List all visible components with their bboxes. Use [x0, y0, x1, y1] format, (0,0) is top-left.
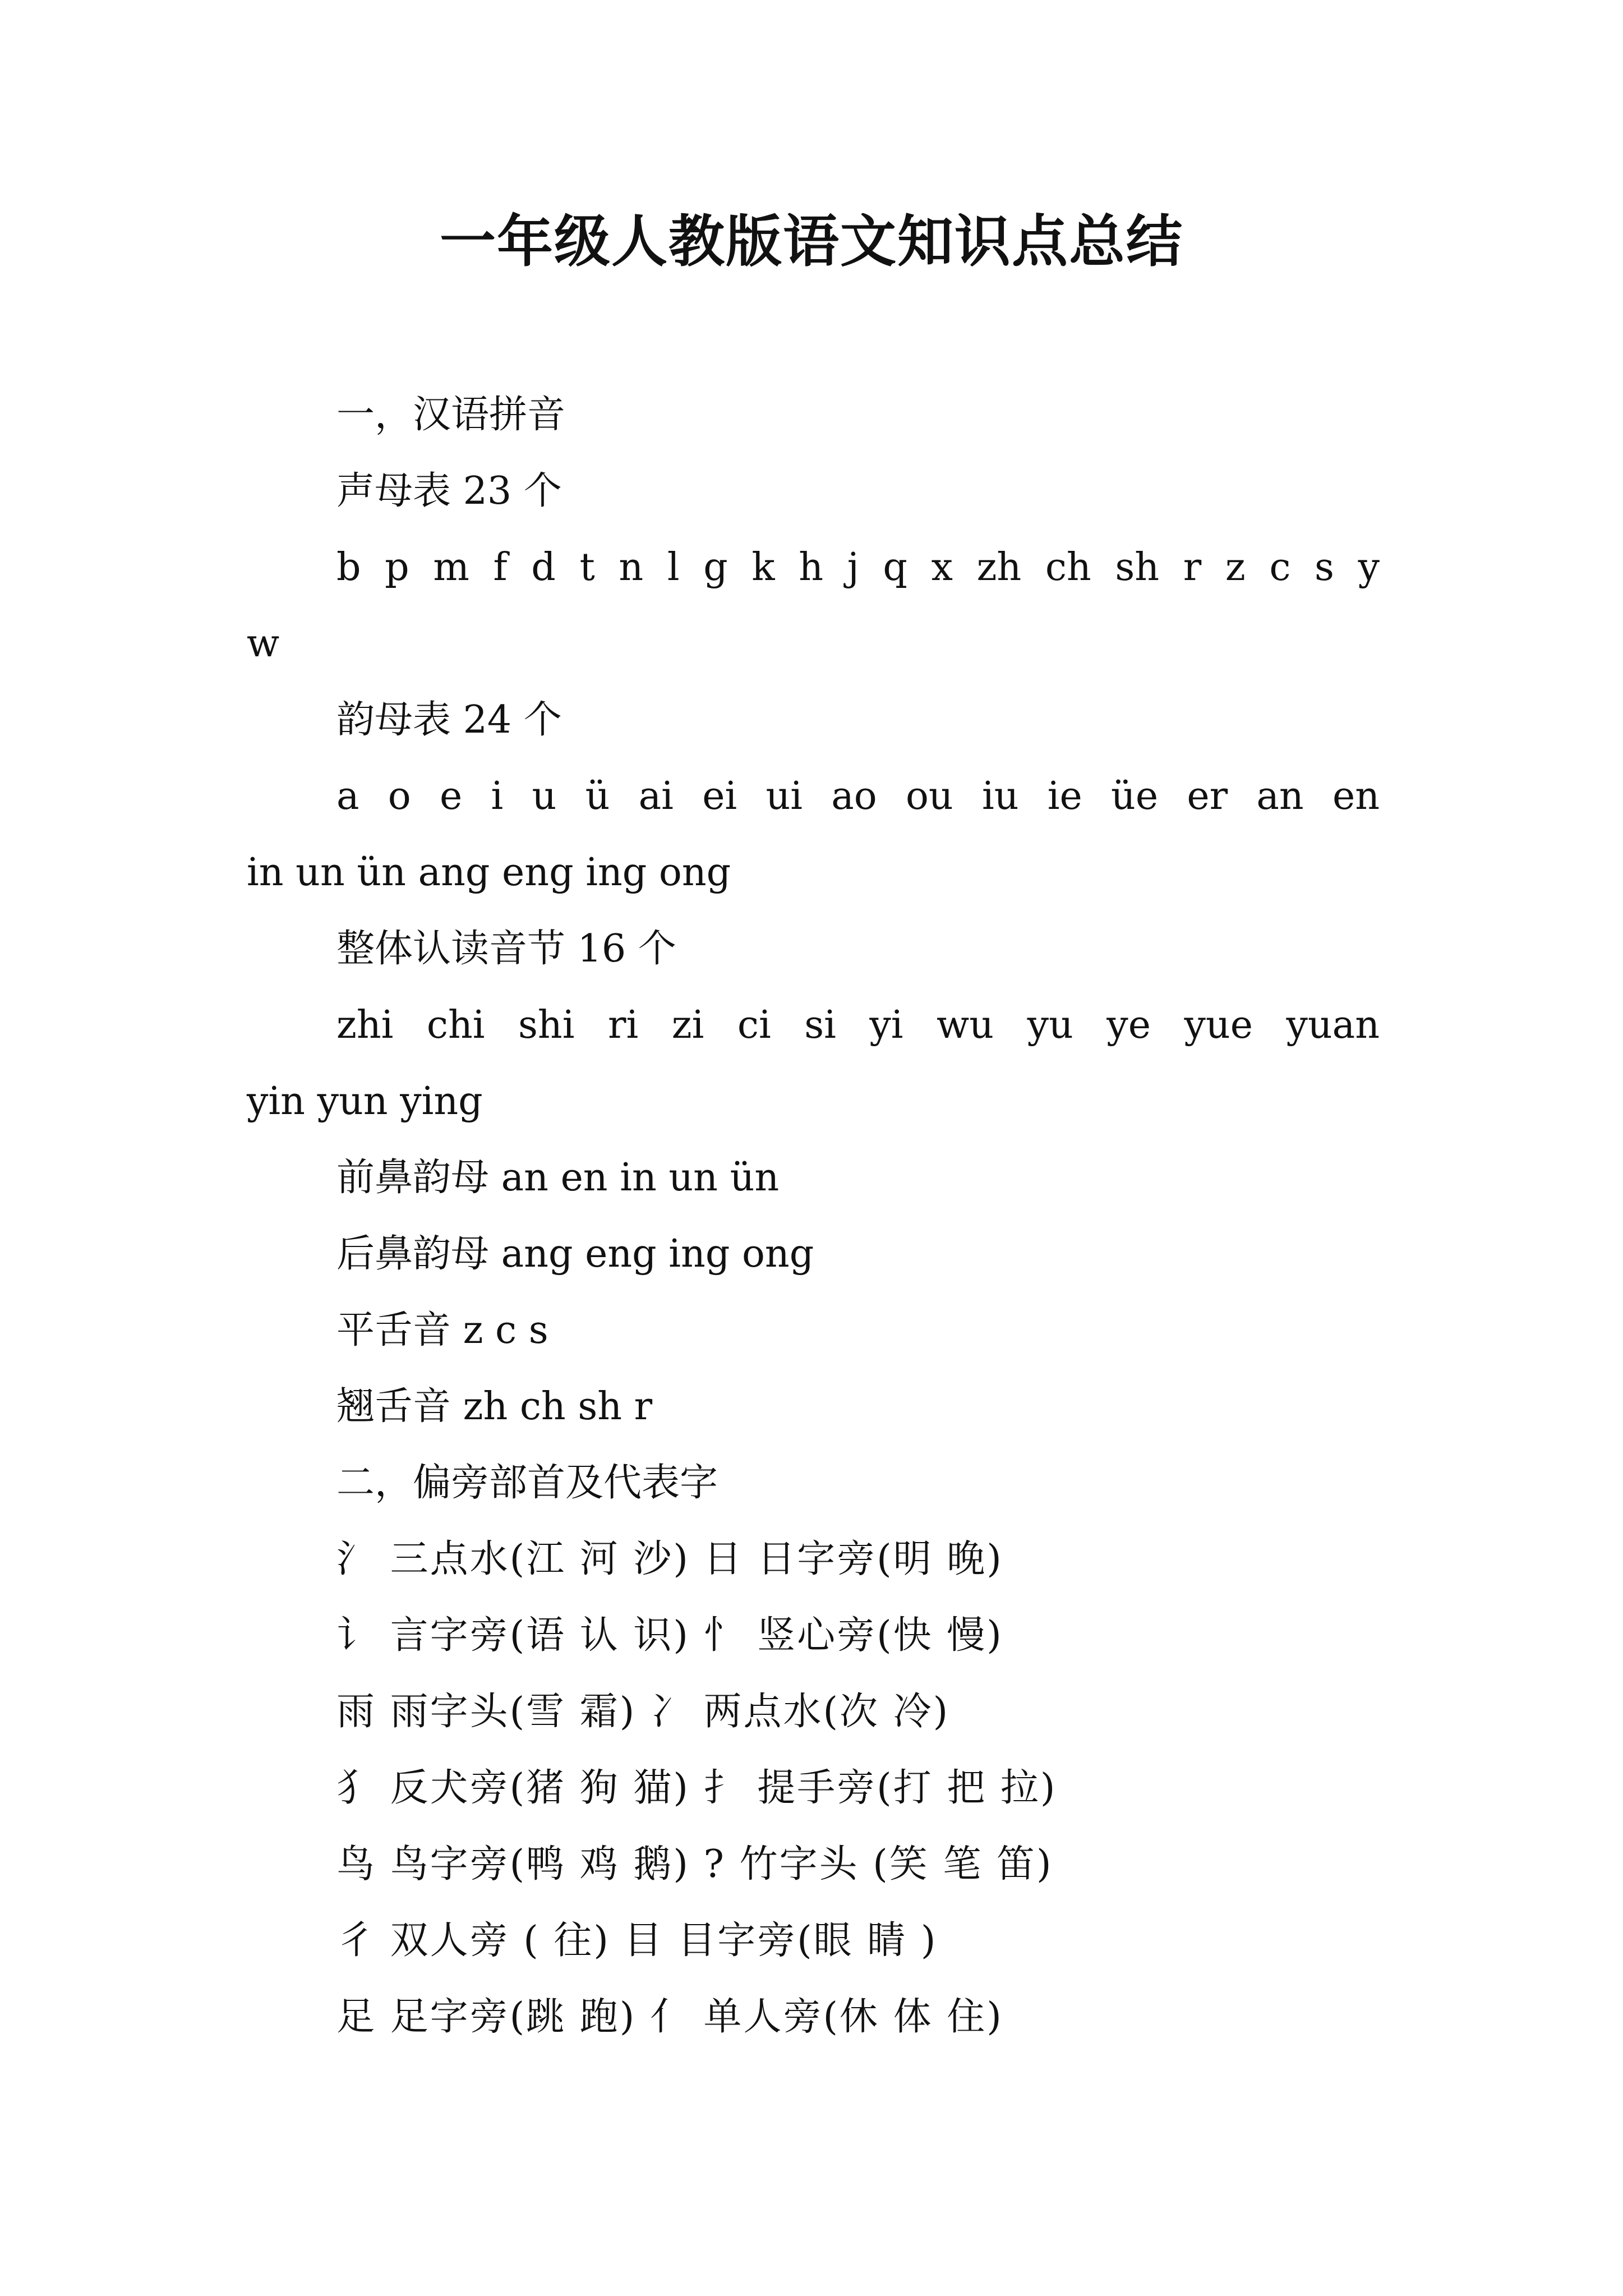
radical-line: 讠 言字旁(语 认 识) 忄 竖心旁(快 慢): [336, 1613, 1003, 1658]
flat-tongue-sounds: 平舌音 z c s: [336, 1308, 548, 1352]
radical-line: 鸟 鸟字旁(鸭 鸡 鹅) ? 竹字头 (笑 笔 笛): [336, 1842, 1053, 1887]
back-nasal-finals: 后鼻韵母 ang eng ing ong: [336, 1232, 814, 1276]
finals-heading: 韵母表 24 个: [336, 698, 562, 742]
document-title: 一年级人教版语文知识点总结: [440, 208, 1183, 274]
radical-line: 足 足字旁(跳 跑) 亻 单人旁(休 体 住): [336, 1995, 1003, 2039]
initials-heading: 声母表 23 个: [336, 469, 562, 513]
front-nasal-finals: 前鼻韵母 an en in un ün: [336, 1156, 780, 1200]
radical-line: 彳 双人旁 ( 往) 目 目字旁(眼 睛 ): [336, 1918, 938, 1963]
syllables-line-1: zhi chi shi ri zi ci si yi wu yu ye yue yuan: [336, 1003, 1380, 1047]
finals-line-2: in un ün ang eng ing ong: [247, 850, 731, 895]
initials-line-1: b p m f d t n l g k h j q x zh ch sh r z c s y: [336, 545, 1380, 590]
initials-line-2: w: [247, 622, 280, 666]
section-heading-pinyin: 一，汉语拼音: [336, 393, 566, 437]
retroflex-sounds: 翘舌音 zh ch sh r: [336, 1384, 653, 1429]
section-heading-radicals: 二，偏旁部首及代表字: [336, 1461, 718, 1505]
radical-line: 雨 雨字头(雪 霜) 冫 两点水(次 冷): [336, 1690, 950, 1734]
syllables-line-2: yin yun ying: [247, 1079, 483, 1124]
radical-line: 犭 反犬旁(猪 狗 猫) 扌 提手旁(打 把 拉): [336, 1766, 1057, 1810]
finals-line-1: a o e i u ü ai ei ui ao ou iu ie üe er an en: [336, 774, 1380, 818]
syllables-heading: 整体认读音节 16 个: [336, 927, 676, 971]
radical-line: 氵 三点水(江 河 沙) 日 日字旁(明 晚): [336, 1537, 1003, 1581]
